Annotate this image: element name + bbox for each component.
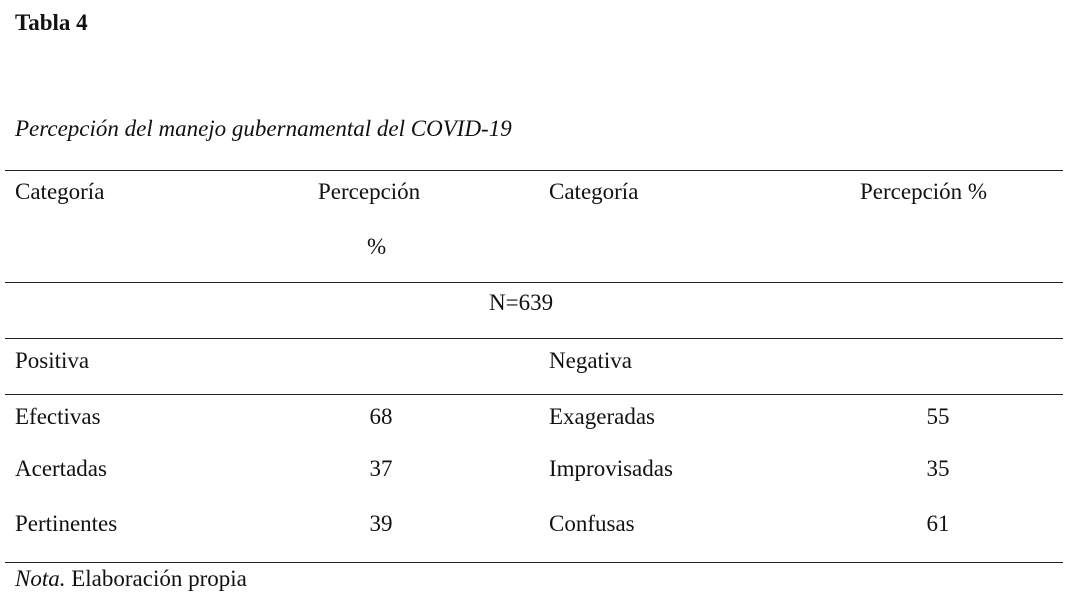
row-left-category: Pertinentes (15, 511, 118, 536)
row-right-value: 61 (926, 511, 950, 536)
group-negative: Negativa (549, 348, 633, 373)
sample-bottom-rule (5, 338, 1063, 339)
group-bottom-rule (5, 394, 1063, 395)
header-perception-left: Percepción (318, 179, 421, 204)
note-label: Nota. (15, 566, 66, 591)
row-left-category: Efectivas (15, 404, 101, 429)
row-left-value: 39 (369, 511, 393, 536)
sample-size: N=639 (489, 290, 554, 315)
table-bottom-rule (5, 562, 1063, 563)
row-right-category: Confusas (549, 511, 635, 536)
header-perception-right: Percepción % (860, 179, 988, 204)
row-right-category: Exageradas (549, 404, 655, 429)
row-right-value: 35 (926, 456, 950, 481)
row-left-value: 68 (369, 404, 393, 429)
table-note (15, 566, 247, 592)
table-top-rule (5, 170, 1063, 171)
row-right-value: 55 (926, 404, 950, 429)
table-label: Tabla 4 (15, 10, 88, 35)
header-category-right: Categoría (549, 179, 639, 204)
header-perception-left-unit: % (367, 234, 387, 259)
note-text: Elaboración propia (65, 566, 247, 591)
row-right-category: Improvisadas (549, 456, 673, 481)
header-category-left: Categoría (15, 179, 105, 204)
group-positive: Positiva (15, 348, 90, 373)
header-bottom-rule (5, 282, 1063, 283)
table-title: Percepción del manejo gubernamental del COVID-19 (15, 116, 512, 141)
row-left-category: Acertadas (15, 456, 107, 481)
row-left-value: 37 (369, 456, 393, 481)
